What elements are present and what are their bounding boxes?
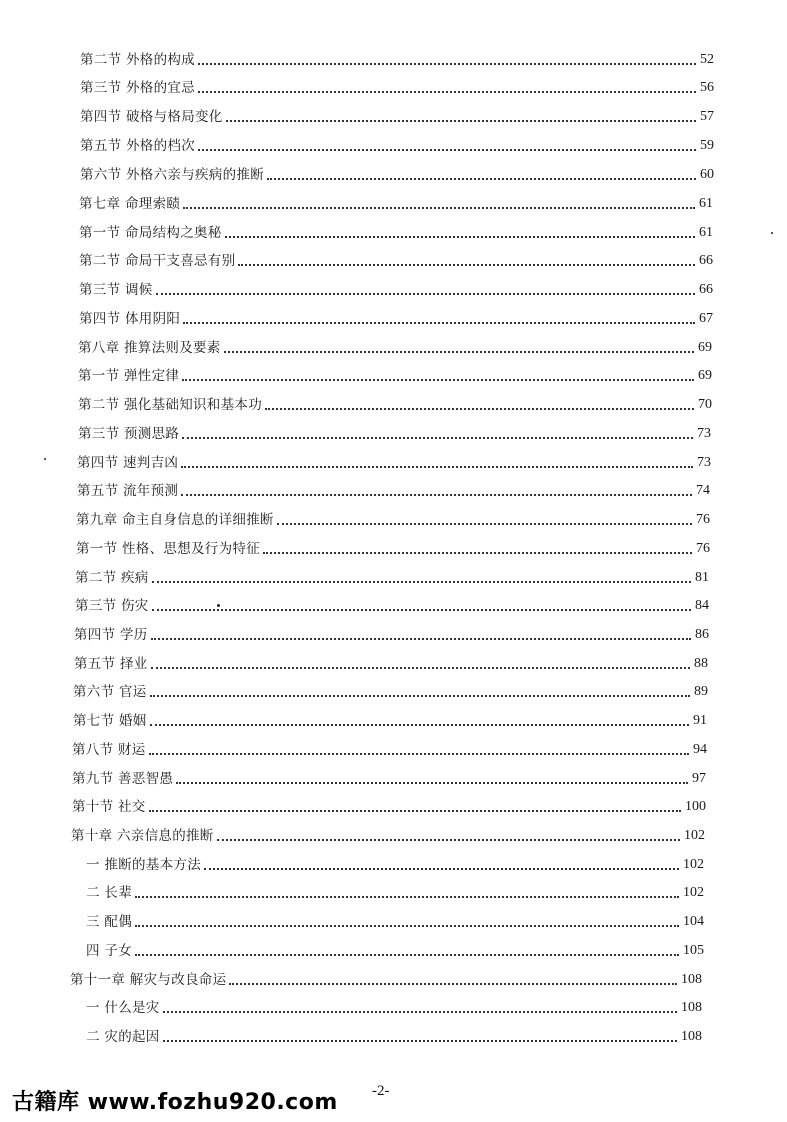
toc-entry-page: 94 [693, 742, 707, 757]
toc-entry [74, 656, 708, 672]
scan-speck [771, 232, 773, 234]
toc-entry-title: 第一节 性格、思想及行为特征 [76, 541, 260, 557]
toc-entry-page: 102 [684, 828, 705, 843]
toc-entry-title: 第九节 善恶智愚 [72, 771, 174, 787]
toc-dot-leader [150, 723, 689, 726]
toc-entry-page: 89 [694, 684, 708, 699]
toc-entry [76, 541, 710, 557]
toc-dot-leader [135, 953, 679, 956]
toc-entry [72, 742, 707, 758]
toc-dot-leader [225, 235, 695, 238]
toc-entry-title: 第二节 外格的构成 [80, 52, 195, 68]
toc-entry-page: 91 [693, 713, 707, 728]
toc-dot-leader [198, 148, 696, 151]
toc-entry-title: 第七节 婚姻 [73, 713, 147, 729]
toc-entry-page: 76 [696, 512, 710, 527]
toc-entry-page: 84 [695, 598, 709, 613]
toc-entry [79, 196, 713, 212]
toc-entry-page: 70 [698, 397, 712, 412]
toc-dot-leader [198, 62, 696, 65]
toc-entry-title: 第六节 外格六亲与疾病的推断 [80, 167, 264, 183]
toc-dot-leader [135, 895, 679, 898]
toc-dot-leader [176, 781, 688, 784]
toc-entry [71, 828, 705, 844]
toc-dot-leader [151, 637, 691, 640]
toc-entry [78, 340, 712, 356]
toc-entry-page: 86 [695, 627, 709, 642]
toc-entry-title: 第九章 命主自身信息的详细推断 [76, 512, 274, 528]
toc-entry [86, 1000, 702, 1016]
toc-entry-title: 第二节 命局干支喜忌有别 [79, 253, 236, 269]
toc-entry-page: 105 [683, 943, 704, 958]
toc-entry-page: 81 [695, 570, 709, 585]
toc-entry [80, 167, 714, 183]
toc-dot-leader [149, 809, 681, 812]
toc-dot-leader [135, 924, 679, 927]
toc-entry [75, 598, 709, 614]
toc-entry-page: 69 [698, 340, 712, 355]
toc-dot-leader [181, 493, 692, 496]
toc-dot-leader [265, 407, 694, 410]
toc-dot-leader [226, 119, 696, 122]
toc-entry-page: 66 [699, 282, 713, 297]
toc-entry [80, 138, 714, 154]
toc-entry [86, 943, 704, 959]
toc-dot-leader [277, 522, 692, 525]
toc-dot-leader [152, 580, 691, 583]
toc-dot-leader [163, 1010, 677, 1013]
toc-entry-title: 二 长辈 [86, 885, 132, 901]
toc-entry-title: 第十章 六亲信息的推断 [71, 828, 214, 844]
toc-entry-title: 二 灾的起因 [86, 1029, 160, 1045]
toc-entry [70, 972, 702, 988]
toc-entry-title: 第一节 弹性定律 [78, 368, 180, 384]
toc-dot-leader [183, 206, 695, 209]
toc-entry [75, 570, 709, 586]
toc-dot-leader [183, 321, 695, 324]
toc-entry [86, 857, 704, 873]
toc-entry-title: 第三节 调候 [79, 282, 153, 298]
toc-dot-leader [204, 867, 679, 870]
toc-dot-leader [152, 608, 691, 611]
toc-entry-page: 67 [699, 311, 713, 326]
toc-dot-leader [198, 90, 696, 93]
toc-dot-leader [224, 350, 694, 353]
toc-entry [74, 627, 709, 643]
toc-entry-page: 108 [681, 1000, 702, 1015]
toc-dot-leader [163, 1039, 677, 1042]
toc-entry-title: 第三节 外格的宜忌 [80, 80, 195, 96]
toc-entry-title: 第十节 社交 [72, 799, 146, 815]
watermark-logo: 古籍库 www.fozhu920.com [8, 1085, 342, 1116]
toc-entry [80, 109, 714, 125]
toc-dot-leader [156, 292, 695, 295]
scan-speck [217, 604, 220, 607]
toc-dot-leader [238, 263, 695, 266]
toc-entry-page: 61 [699, 196, 713, 211]
toc-entry-title: 第七章 命理索赜 [79, 196, 181, 212]
toc-dot-leader [217, 838, 680, 841]
toc-entry [78, 368, 712, 384]
toc-entry [79, 311, 713, 327]
toc-entry [79, 225, 713, 241]
toc-entry-page: 104 [683, 914, 704, 929]
toc-entry-page: 102 [683, 885, 704, 900]
toc-entry-title: 第八节 财运 [72, 742, 146, 758]
toc-entry-title: 第五节 流年预测 [77, 483, 179, 499]
toc-entry-title: 四 子女 [86, 943, 132, 959]
toc-entry-page: 61 [699, 225, 713, 240]
toc-dot-leader [267, 177, 696, 180]
toc-entry [73, 684, 708, 700]
toc-entry-title: 第六节 官运 [73, 684, 147, 700]
toc-entry [77, 483, 710, 499]
toc-entry-page: 52 [700, 52, 714, 67]
toc-entry-page: 74 [696, 483, 710, 498]
toc-dot-leader [150, 694, 690, 697]
toc-entry-title: 三 配偶 [86, 914, 132, 930]
toc-dot-leader [182, 378, 694, 381]
page-number: -2- [372, 1083, 390, 1099]
toc-entry [78, 397, 712, 413]
toc-entry [79, 282, 713, 298]
toc-entry-page: 102 [683, 857, 704, 872]
toc-entry [78, 426, 711, 442]
toc-entry-page: 56 [700, 80, 714, 95]
toc-entry [76, 512, 710, 528]
toc-entry-page: 69 [698, 368, 712, 383]
toc-dot-leader [229, 982, 677, 985]
toc-entry-page: 73 [697, 455, 711, 470]
toc-entry-title: 第五节 外格的档次 [80, 138, 195, 154]
toc-entry-page: 88 [694, 656, 708, 671]
toc-entry-title: 第八章 推算法则及要素 [78, 340, 221, 356]
toc-entry [72, 799, 706, 815]
toc-entry-page: 76 [696, 541, 710, 556]
toc-entry [80, 52, 714, 68]
toc-entry-page: 59 [700, 138, 714, 153]
toc-entry [72, 771, 706, 787]
toc-dot-leader [263, 551, 692, 554]
toc-entry [79, 253, 713, 269]
toc-entry [80, 80, 714, 96]
toc-entry-title: 第四节 体用阴阳 [79, 311, 181, 327]
toc-entry-page: 60 [700, 167, 714, 182]
toc-entry-page: 97 [692, 771, 706, 786]
scan-speck [44, 458, 46, 460]
toc-entry-title: 第五节 择业 [74, 656, 148, 672]
toc-entry-title: 第三节 伤灾 [75, 598, 149, 614]
toc-entry [86, 885, 704, 901]
toc-dot-leader [182, 436, 693, 439]
toc-entry [77, 455, 711, 471]
toc-entry-page: 66 [699, 253, 713, 268]
toc-entry-page: 108 [681, 1029, 702, 1044]
toc-dot-leader [149, 752, 689, 755]
toc-entry-page: 100 [685, 799, 706, 814]
toc-entry-title: 第四节 速判吉凶 [77, 455, 179, 471]
toc-entry-title: 第一节 命局结构之奥秘 [79, 225, 222, 241]
toc-entry [86, 914, 704, 930]
toc-entry [86, 1029, 702, 1045]
toc-entry-page: 57 [700, 109, 714, 124]
toc-entry-title: 第四节 学历 [74, 627, 148, 643]
toc-entry-title: 一 推断的基本方法 [86, 857, 201, 873]
toc-entry-page: 108 [681, 972, 702, 987]
toc-entry [73, 713, 707, 729]
toc-entry-title: 第二节 疾病 [75, 570, 149, 586]
toc-entry-title: 第三节 预测思路 [78, 426, 180, 442]
toc-entry-title: 第十一章 解灾与改良命运 [70, 972, 227, 988]
toc-entry-title: 第四节 破格与格局变化 [80, 109, 223, 125]
toc-dot-leader [181, 465, 693, 468]
toc-dot-leader [151, 666, 690, 669]
toc-entry-title: 第二节 强化基础知识和基本功 [78, 397, 262, 413]
toc-entry-title: 一 什么是灾 [86, 1000, 160, 1016]
toc-entry-page: 73 [697, 426, 711, 441]
